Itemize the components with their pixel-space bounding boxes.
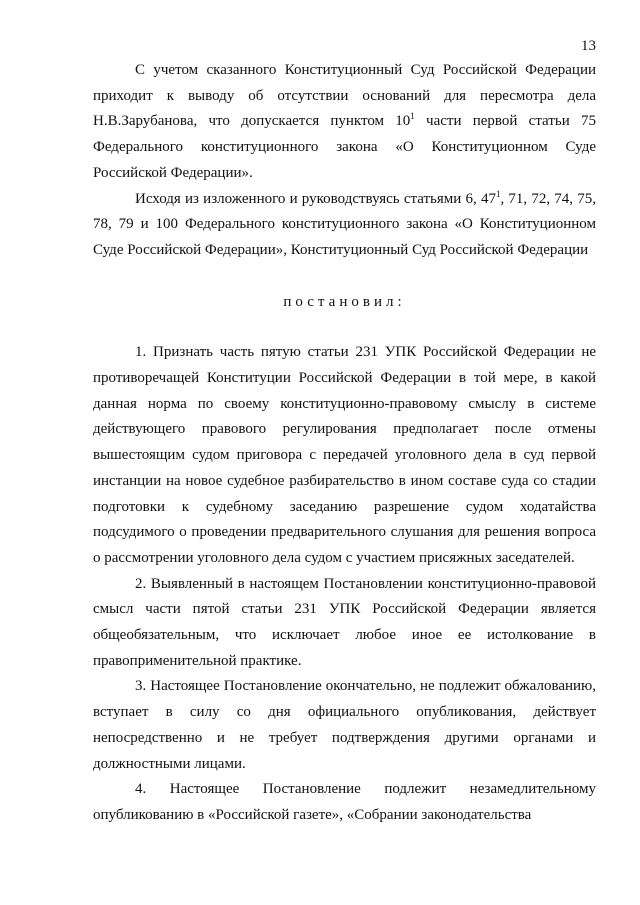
document-body	[93, 58, 596, 829]
paragraph-conclusion	[93, 58, 596, 187]
paragraph-text: части первой статьи 75 Федерального конституционного закона «О Конституционном Суде Российской Федерации».	[93, 113, 596, 181]
superscript: 1	[495, 188, 501, 199]
paragraph-grounds	[93, 187, 596, 264]
page-number: 13	[581, 38, 596, 54]
resolution-point-2: 2. Выявленный в настоящем Постановлении конституционно-правовой смысл части пятой статьи 231 УПК Российской Федерации является общеобязательным, что исключает любое иное ее истолкование в правоприменительной практике.	[93, 575, 596, 669]
resolution-heading: постановил:	[283, 293, 406, 310]
paragraph-text: , 71, 72, 74, 75, 78, 79 и 100 Федерального конституционного закона «О Конституционном Суде Российской Федерации», Конституционный Суд Российской Федерации	[93, 190, 596, 258]
resolution-point-1: 1. Признать часть пятую статьи 231 УПК Российской Федерации не противоречащей Конституции Российской Федерации в той мере, в какой данная норма по своему конституционно-правовому смыслу в системе действующего правового регулирования предполагает после отмены вышестоящим судом приговора с передачей уголовного дела в суд первой инстанции на новое судебное разбирательство в ином составе суда со стадии подготовки к судебному заседанию разрешение судом ходатайства подсудимого о проведении предварительного слушания для решения вопроса о рассмотрении уголовного дела судом с участием присяжных заседателей.	[93, 344, 596, 566]
resolution-point-4: 4. Настоящее Постановление подлежит незамедлительному опубликованию в «Российской газете», «Собрании законодательства	[93, 781, 596, 823]
resolution-point-3: 3. Настоящее Постановление окончательно, не подлежит обжалованию, вступает в силу со дня официального опубликования, действует непосредственно и не требует подтверждения другими органами и должностными лицами.	[93, 678, 596, 772]
paragraph-text: С учетом сказанного Конституционный Суд Российской Федерации приходит к выводу об отсутствии оснований для пересмотра дела Н.В.Зарубанова, что допускается пунктом 10	[93, 62, 596, 130]
paragraph-text: Исходя из изложенного и руководствуясь статьями 6, 47	[135, 190, 496, 207]
superscript: 1	[410, 111, 415, 122]
